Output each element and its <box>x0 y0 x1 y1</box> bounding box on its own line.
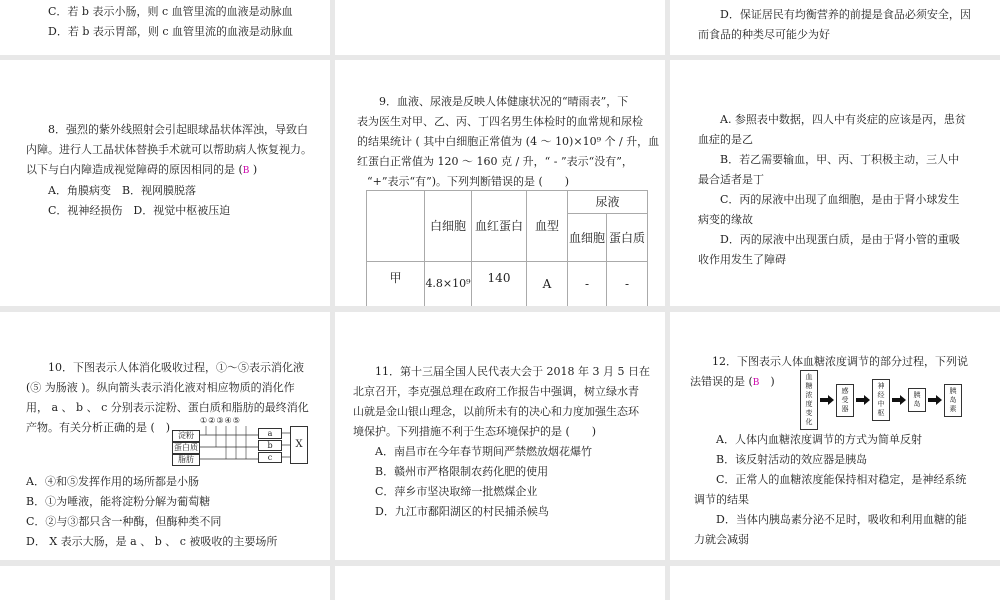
protein-label: 蛋白质 <box>174 443 198 452</box>
q11-option-c: C．萍乡市坚决取缔一批燃煤企业 <box>375 485 538 498</box>
tile-bottom-right <box>670 566 1000 600</box>
tile-question-10 <box>0 312 330 560</box>
q9-line2: 表为医生对甲、乙、丙、丁四名男生体检时的血常规和尿检 <box>357 115 643 128</box>
flow-step-receptor: 感受器 <box>836 384 854 417</box>
q11-line4: 境保护。下列措施不利于生态环境保护的是 ( ) <box>353 425 597 438</box>
option-d-line1: D．保证居民有均衡营养的前提是食品必须安全，因 <box>720 8 971 21</box>
q8-line2: 内障。进行人工晶状体替换手术就可以帮助病人恢复视力。 <box>26 143 312 156</box>
q12-line2-end: ) <box>759 375 775 388</box>
q12-line2-text: 法错误的是 ( <box>690 375 753 388</box>
q11-option-b: B．赣州市严格限制农药化肥的使用 <box>375 465 549 478</box>
q11-line2: 北京召开，李克强总理在政府工作报告中强调，树立绿水青 <box>353 385 639 398</box>
cell-hemoglobin: 140 <box>472 262 527 307</box>
flow-step-nerve-center: 神经中枢 <box>872 379 890 421</box>
flow-arrow-icon <box>820 395 834 405</box>
q12-option-c-line1: C．正常人的血糖浓度能保持相对稳定，是神经系统 <box>716 473 967 486</box>
fat-label: 脂肪 <box>172 454 200 466</box>
q8-line3-text: 以下与白内障造成视觉障碍的原因相同的是 ( <box>26 163 243 176</box>
q10-option-d: D． X 表示大肠，是 a 、 b 、 c 被吸收的主要场所 <box>26 535 278 548</box>
starch-label: 淀粉 <box>172 430 200 442</box>
q12-line1: 12．下图表示人体血糖浓度调节的部分过程，下列说 <box>712 355 968 368</box>
blood-sugar-flowchart <box>800 370 962 430</box>
tile-bottom-middle <box>335 566 665 600</box>
q9-option-a-line1: A. 参照表中数据，四人中有炎症的应该是丙，患贫 <box>720 113 966 126</box>
q10-line1: 10．下图表示人体消化吸收过程，①～⑤表示消化液 <box>48 361 304 374</box>
blood-urine-table <box>366 190 648 306</box>
q8-line3-end: ) <box>249 163 258 176</box>
q9-line5: “+”表示“有”)。下列判断错误的是 ( ) <box>367 175 570 188</box>
table-corner-cell <box>367 191 425 262</box>
option-d: D．若 b 表示胃部，则 c 血管里流的血液是动脉血 <box>48 25 294 38</box>
q11-option-d: D．九江市鄱阳湖区的村民捕杀候鸟 <box>375 505 549 518</box>
q8-line1: 8．强烈的紫外线照射会引起眼球晶状体浑浊，导致白 <box>48 123 308 136</box>
q9-option-a-line2: 血症的是乙 <box>698 133 753 146</box>
th-hemoglobin: 血红蛋白 <box>472 191 527 262</box>
q12-option-b: B．该反射活动的效应器是胰岛 <box>716 453 868 466</box>
q11-line3: 山就是金山银山理念，以前所未有的决心和力度加强生态环 <box>353 405 639 418</box>
cell-white-cells: 4.8×10⁹ <box>425 262 472 307</box>
cell-urine-protein: - <box>607 262 648 307</box>
flow-step-blood-sugar-change: 血糖浓度变化 <box>800 370 818 430</box>
q8-answer-mark: B <box>242 166 250 176</box>
q8-options-cd: C．视神经损伤 D．视觉中枢被压迫 <box>48 204 231 217</box>
q9-option-c-line2: 病变的缘故 <box>698 213 753 226</box>
tile-bottom-left <box>0 566 330 600</box>
tile-top-left <box>0 0 330 55</box>
q9-option-c-line1: C．丙的尿液中出现了血细胞，是由于肾小球发生 <box>720 193 960 206</box>
q8-line3 <box>26 160 321 181</box>
q11-option-a: A．南昌市在今年春节期间严禁燃放烟花爆竹 <box>375 445 592 458</box>
tile-question-8 <box>0 60 330 306</box>
q11-line1: 11．第十三届全国人民代表大会于 2018 年 3 月 5 日在 <box>375 365 650 378</box>
q9-line3: 的结果统计 ( 其中白细胞正常值为 (4 ～ 10)×10⁹ 个 / 升，血 <box>357 135 660 148</box>
th-urine-protein: 蛋白质 <box>607 214 648 262</box>
q12-answer-mark: B <box>752 378 760 388</box>
q9-option-d-line2: 收作用发生了障碍 <box>698 253 786 266</box>
q12-option-d-line2: 力就会减弱 <box>694 533 749 546</box>
product-a: a <box>258 428 282 439</box>
q9-option-d-line1: D．丙的尿液中出现蛋白质，是由于肾小管的重吸 <box>720 233 960 246</box>
th-white-cells: 白细胞 <box>425 191 472 262</box>
q12-option-d-line1: D．当体内胰岛素分泌不足时，吸收和利用血糖的能 <box>716 513 967 526</box>
digestion-diagram <box>172 416 312 466</box>
q10-line4-text: 产物。有关分析正确的是 ( <box>26 421 155 434</box>
cell-urine-blood-cells: - <box>568 262 607 307</box>
flow-step-islet: 胰岛 <box>908 388 926 412</box>
q12-option-a: A．人体内血糖浓度调节的方式为简单反射 <box>716 433 922 446</box>
q10-option-a: A．④和⑤发挥作用的场所都是小肠 <box>26 475 199 488</box>
q10-line4-end: ) <box>154 421 171 434</box>
flow-arrow-icon <box>892 395 906 405</box>
q10-option-c: C．②与③都只含一种酶，但酶种类不同 <box>26 515 222 528</box>
q12-option-c-line2: 调节的结果 <box>694 493 749 506</box>
product-b: b <box>258 440 282 451</box>
tile-top-right <box>670 0 1000 55</box>
q9-line1: 9．血液、尿液是反映人体健康状况的“晴雨表”，下 <box>379 95 629 108</box>
tile-top-middle <box>335 0 665 55</box>
flow-step-insulin: 胰岛素 <box>944 384 962 417</box>
tile-question-9 <box>335 60 665 306</box>
q9-line4: 红蛋白正常值为 120 ～ 160 克 / 升，“ - ”表示“没有”， <box>357 155 633 168</box>
tile-question-11 <box>335 312 665 560</box>
flow-arrow-icon <box>856 395 870 405</box>
q8-options-ab: A．角膜病变 B．视网膜脱落 <box>48 184 197 197</box>
q9-option-b-line2: 最合适者是丁 <box>698 173 764 186</box>
cell-blood-type: A <box>527 262 568 307</box>
q10-line2: (⑤ 为肠液 )。纵向箭头表示消化液对相应物质的消化作 <box>26 381 295 394</box>
q10-line3: 用， a 、 b 、 c 分别表示淀粉、蛋白质和脂肪的最终消化 <box>26 401 309 414</box>
q9-option-b-line1: B．若乙需要输血，甲、丙、丁积极主动，三人中 <box>720 153 960 166</box>
digestive-juice-numbers: ①②③④⑤ <box>200 416 241 425</box>
table-row <box>367 262 648 307</box>
th-urine: 尿液 <box>568 191 648 214</box>
product-c: c <box>258 452 282 463</box>
tile-question-12 <box>670 312 1000 560</box>
cell-name: 甲 <box>367 262 425 307</box>
organ-x: X <box>290 426 308 464</box>
tile-question-9-options <box>670 60 1000 306</box>
q10-option-b: B．①为唾液，能将淀粉分解为葡萄糖 <box>26 495 211 508</box>
option-d-line2: 而食品的种类尽可能少为好 <box>698 28 830 41</box>
option-c: C．若 b 表示小肠，则 c 血管里流的血液是动脉血 <box>48 5 293 18</box>
flow-arrow-icon <box>928 395 942 405</box>
th-blood-type: 血型 <box>527 191 568 262</box>
th-urine-blood-cells: 血细胞 <box>568 214 607 262</box>
